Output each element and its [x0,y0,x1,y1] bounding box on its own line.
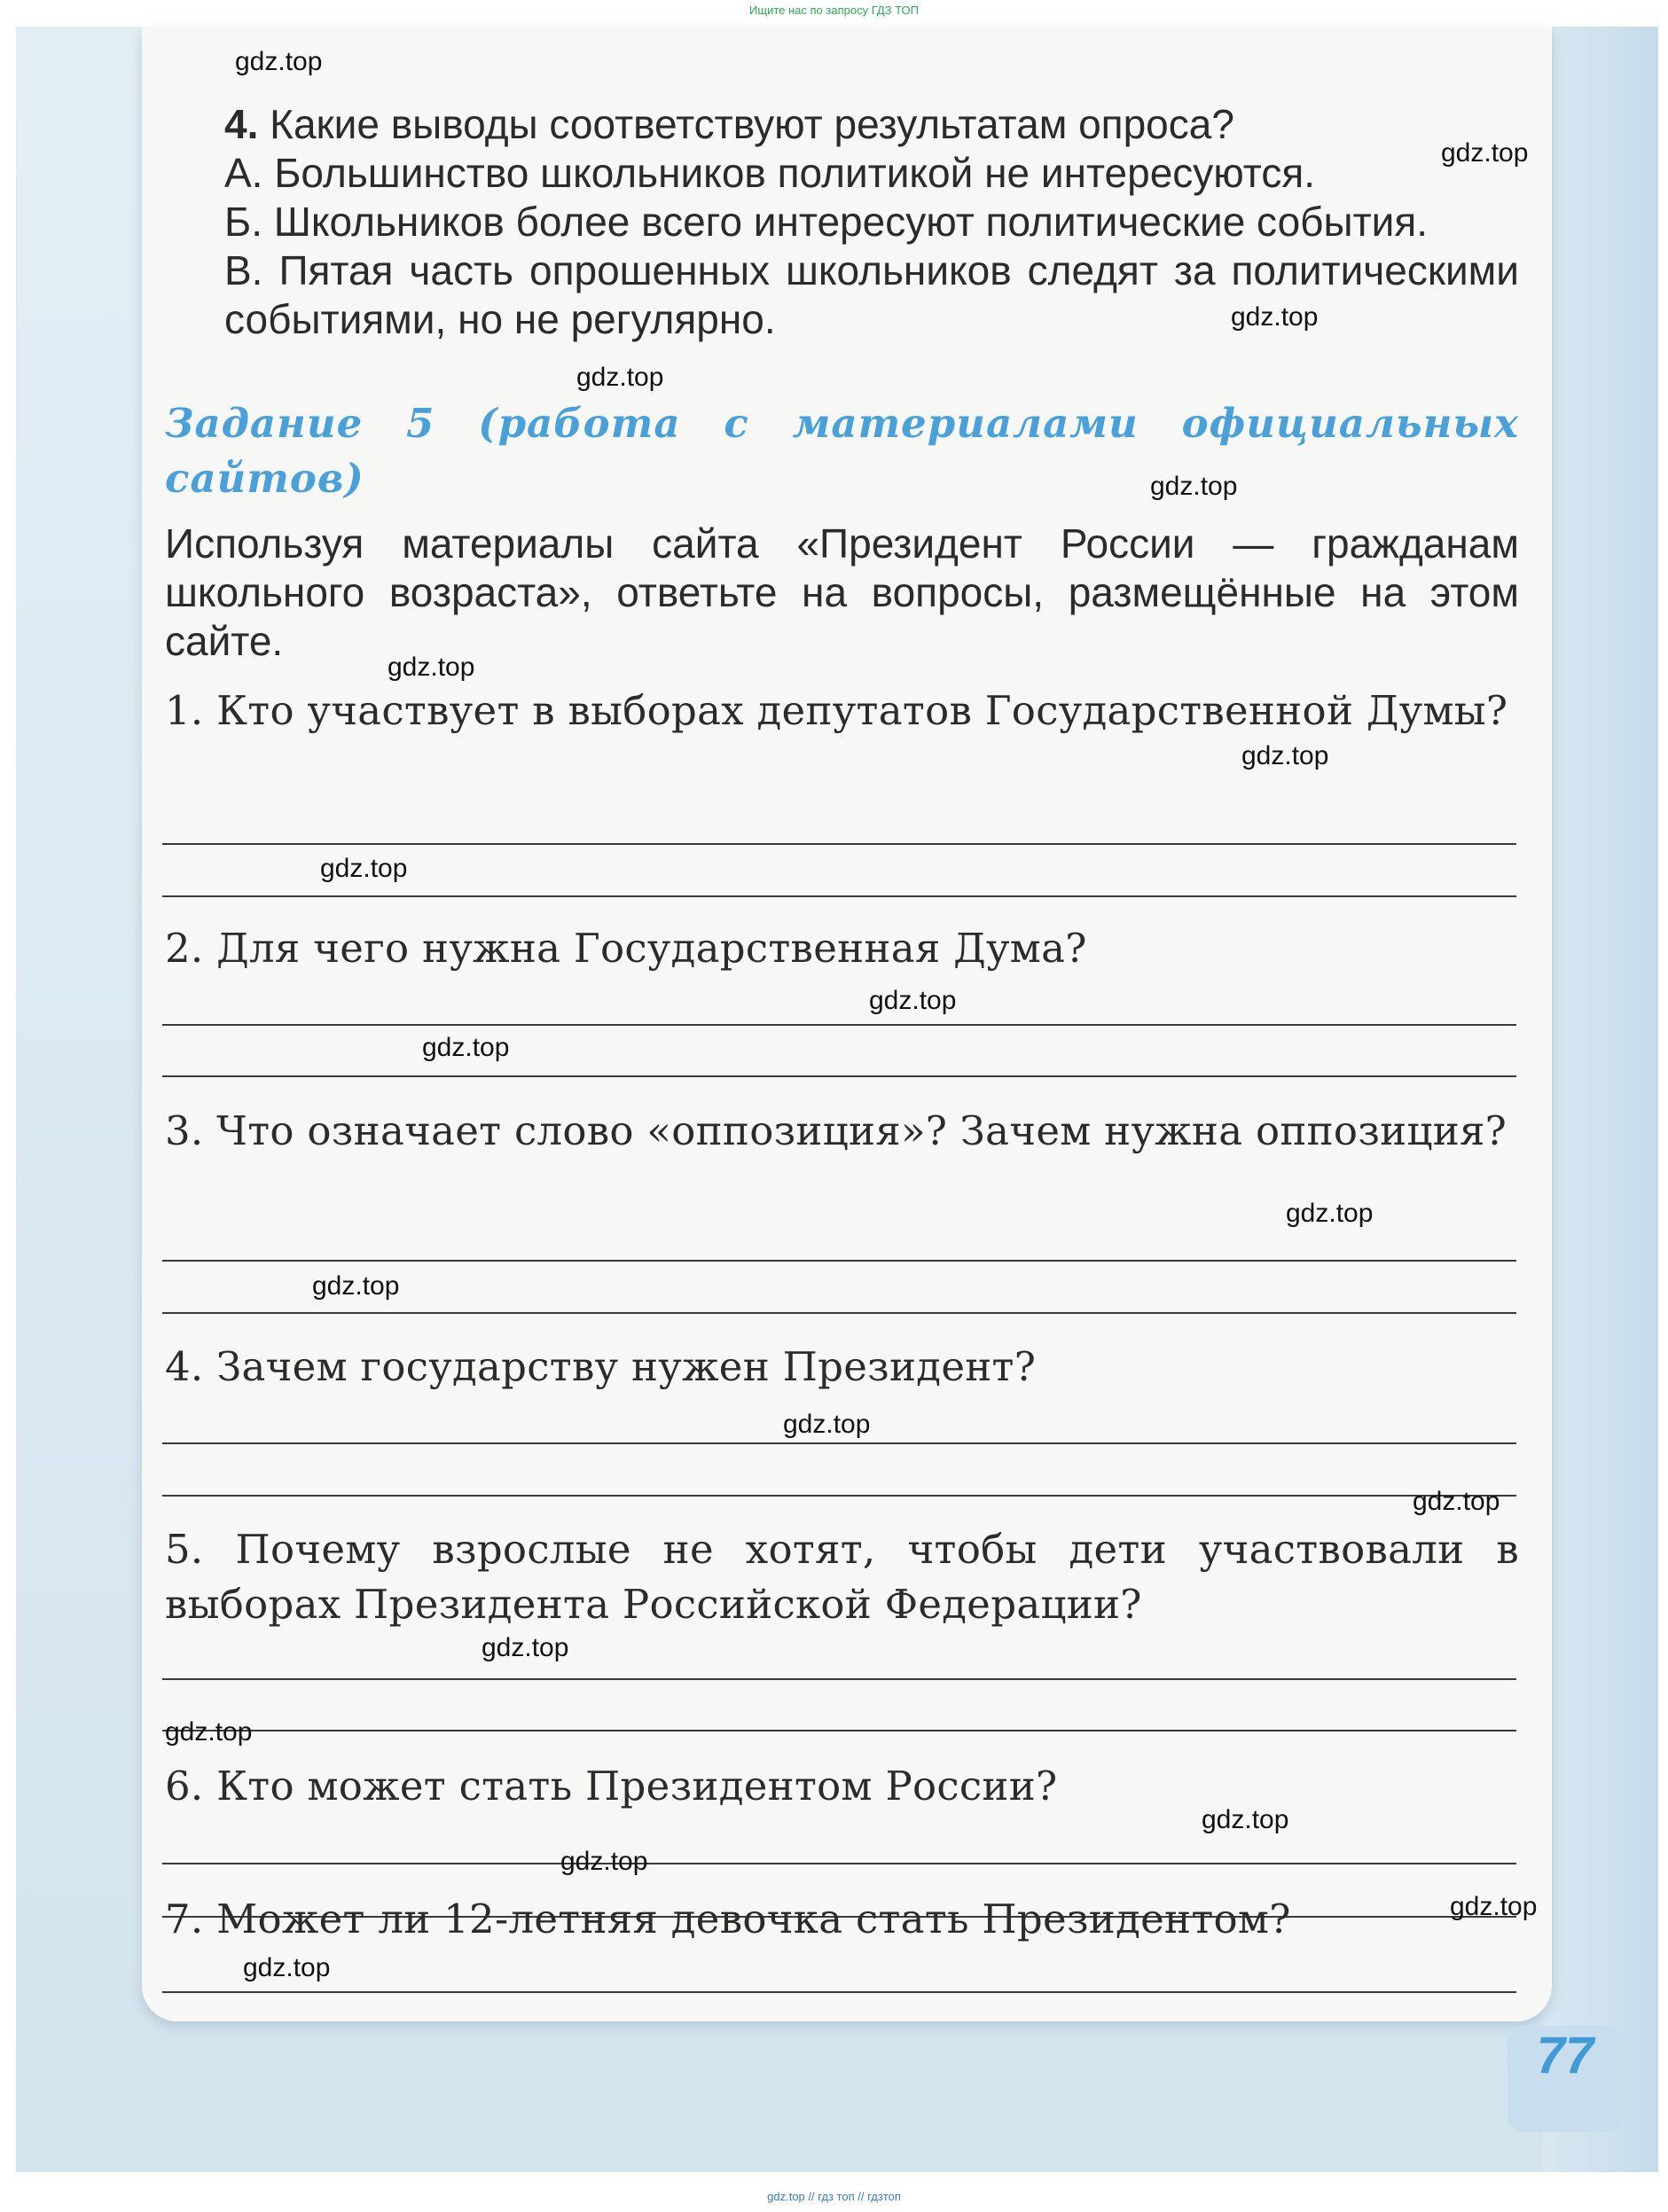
survey-question-number: 4. [224,101,259,147]
survey-option-c: В. Пятая часть опрошенных школьников следят за политическими событиями, но не регулярно. [224,247,1519,342]
watermark: gdz.top [312,1271,400,1301]
answer-line [162,1024,1516,1026]
watermark: gdz.top [1150,472,1238,501]
task-5-title: Задание 5 (работа с материалами официальных сайтов) [165,400,1519,502]
answer-line [162,1678,1516,1680]
page-number-badge [1507,2026,1623,2132]
answer-line [162,895,1516,897]
watermark: gdz.top [1413,1487,1500,1516]
answer-line [162,843,1516,845]
question-3: 3. Что означает слово «оппозиция»? Зачем нужна оппозиция? [165,1107,1507,1154]
page-background-edge [1543,27,1658,2172]
page-number: 77 [1536,2027,1594,2084]
watermark: gdz.top [165,1717,253,1747]
watermark: gdz.top [1241,741,1329,770]
watermark: gdz.top [1286,1199,1374,1228]
watermark: gdz.top [388,653,475,682]
watermark: gdz.top [560,1847,648,1876]
watermark: gdz.top [1202,1805,1289,1834]
answer-line [162,1495,1516,1497]
question-6: 6. Кто может стать Президентом России? [165,1763,1058,1809]
answer-line [162,1991,1516,1993]
watermark: gdz.top [576,363,664,392]
answer-line [162,1730,1516,1731]
answer-line [162,1260,1516,1262]
survey-option-a: А. Большинство школьников политикой не интересуются. [224,150,1316,196]
question-4: 4. Зачем государству нужен Президент? [165,1343,1037,1390]
watermark: gdz.top [1231,302,1319,332]
answer-line [162,1312,1516,1314]
question-7: 7. Может ли 12-летняя девочка стать Президентом? [165,1895,1291,1942]
question-5: 5. Почему взрослые не хотят, чтобы дети участвовали в выборах Президента Российской Федерации? [165,1526,1519,1628]
watermark: gdz.top [1441,138,1529,168]
watermark: gdz.top [482,1633,569,1662]
watermark: gdz.top [235,47,323,76]
watermark: gdz.top [783,1410,871,1439]
answer-line [162,1075,1516,1077]
question-1: 1. Кто участвует в выборах депутатов Государственной Думы? [165,687,1508,734]
survey-question-text: Какие выводы соответствуют результатам опроса? [270,101,1234,147]
watermark: gdz.top [422,1033,510,1062]
answer-line [162,1863,1516,1864]
footer-note: gdz.top // гдз топ // гдзтоп [767,2190,901,2203]
watermark: gdz.top [869,986,957,1015]
task-5-intro: Используя материалы сайта «Президент России — гражданам школьного возраста», ответьте на вопросы, размещённые на этом сайте. [165,520,1519,664]
question-2: 2. Для чего нужна Государственная Дума? [165,925,1087,972]
watermark: gdz.top [243,1953,331,1982]
watermark: gdz.top [320,854,408,883]
survey-option-b: Б. Школьников более всего интересуют политические события. [224,199,1429,245]
answer-line [162,1442,1516,1444]
survey-question [224,100,1519,149]
header-note: Ищите нас по запросу ГДЗ ТОП [749,4,919,17]
watermark: gdz.top [1450,1892,1538,1921]
